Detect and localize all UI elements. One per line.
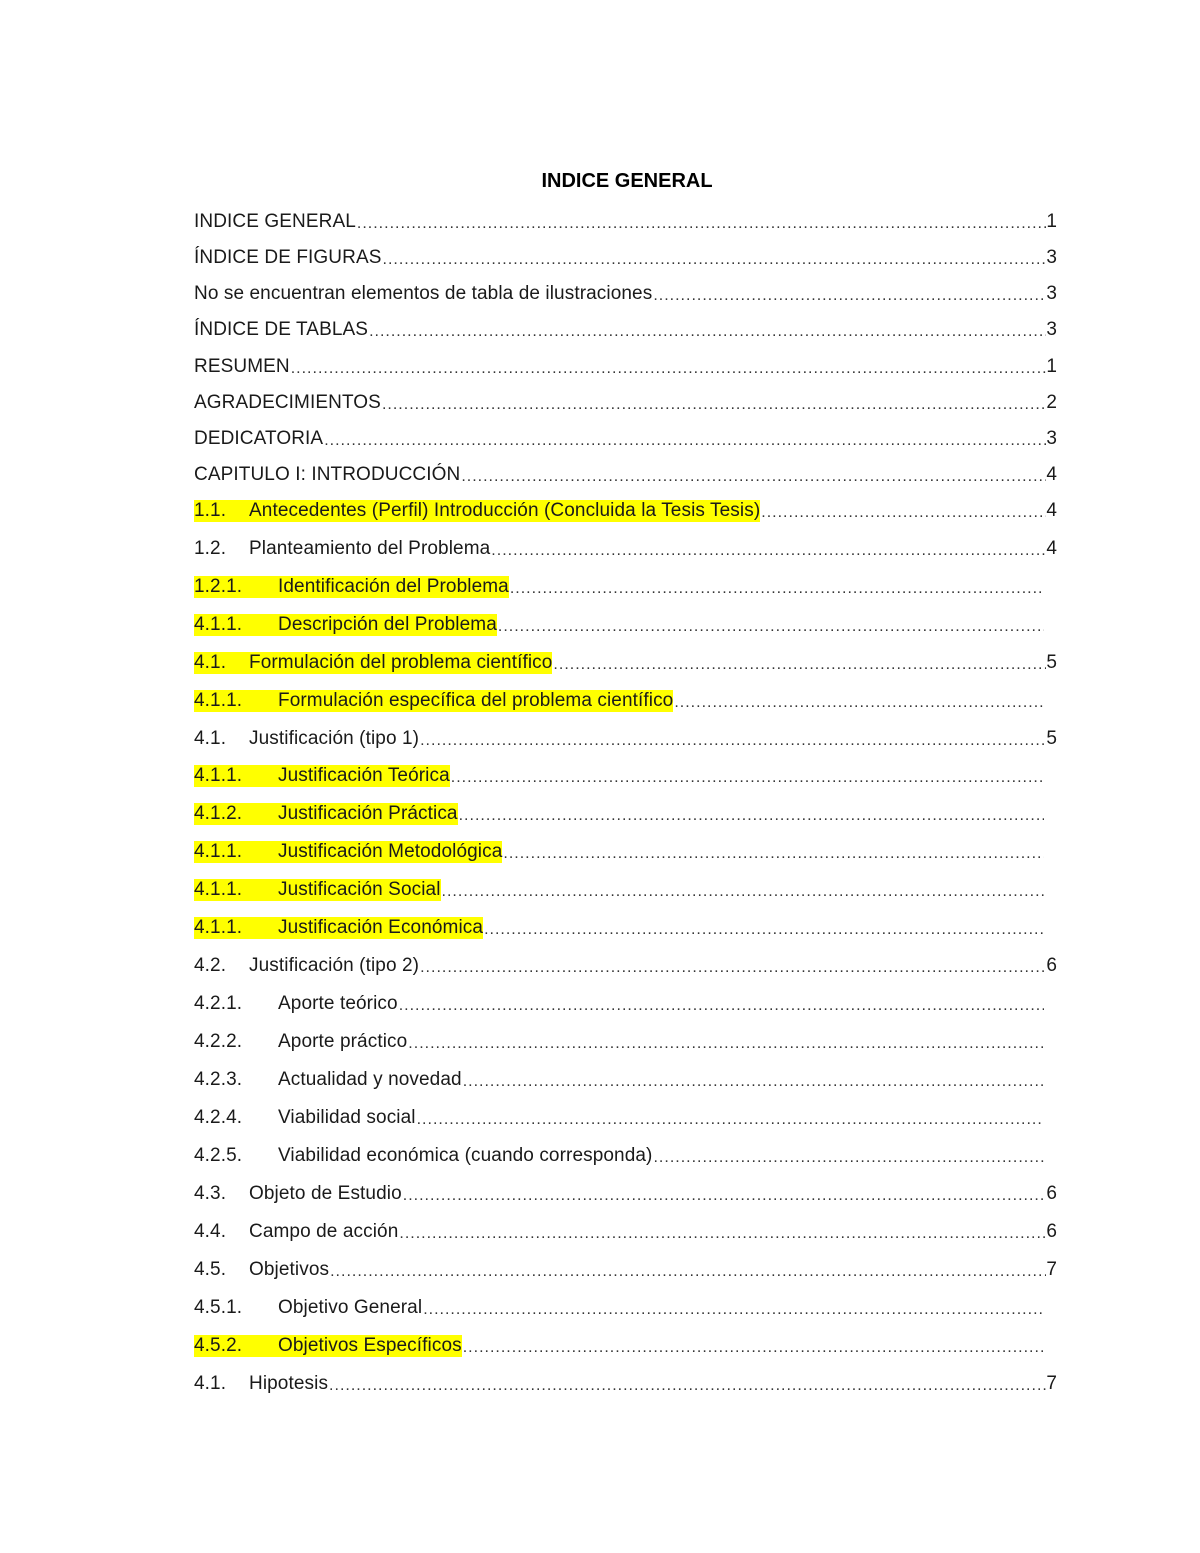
toc-entry-number: 1.1.: [194, 500, 227, 521]
toc-entry-title: Justificación Metodológica: [278, 841, 503, 862]
toc-entry-title: Viabilidad social: [278, 1107, 416, 1128]
toc-entry-title: Justificación (tipo 2): [249, 955, 420, 976]
toc-entry[interactable]: [194, 835, 1044, 869]
toc-entry-title: Objetivos Específicos: [278, 1335, 462, 1356]
dot-leader: [417, 1107, 1044, 1129]
toc-entry-title: INDICE GENERAL: [194, 211, 356, 232]
toc-entry-page-number: 3: [1046, 319, 1057, 340]
toc-entry-page-number: 1: [1046, 356, 1057, 377]
dot-leader: [459, 803, 1044, 825]
toc-entry-page-number: 3: [1046, 247, 1057, 268]
toc-entry[interactable]: [194, 987, 1044, 1021]
toc-entry-number: 4.1.1.: [194, 879, 243, 900]
toc-entry-number: 4.5.1.: [194, 1297, 243, 1318]
toc-entry-title: ÍNDICE DE FIGURAS: [194, 247, 382, 268]
toc-entry[interactable]: [194, 797, 1044, 831]
toc-entry-page-number: 1: [1046, 211, 1057, 232]
toc-entry-title: Objetivos: [249, 1259, 330, 1280]
toc-entry-page-number: 5: [1046, 728, 1057, 749]
toc-entry[interactable]: [194, 646, 1057, 680]
toc-entry-title: No se encuentran elementos de tabla de ilustraciones: [194, 283, 653, 304]
dot-leader: [324, 428, 1046, 450]
toc-entry-number: 4.2.2.: [194, 1031, 243, 1052]
dot-leader: [382, 392, 1046, 414]
dot-leader: [420, 728, 1046, 750]
toc-entry-page-number: 4: [1046, 538, 1057, 559]
toc-entry-title: Formulación del problema científico: [249, 652, 553, 673]
toc-entry-number: 4.1.2.: [194, 803, 243, 824]
toc-entry-title: Formulación específica del problema científico: [278, 690, 674, 711]
toc-entry-title: Objeto de Estudio: [249, 1183, 402, 1204]
dot-leader: [498, 614, 1044, 636]
toc-entry-title: Actualidad y novedad: [278, 1069, 462, 1090]
toc-entry[interactable]: [194, 949, 1057, 983]
toc-entry-number: 4.1.: [194, 652, 227, 673]
dot-leader: [463, 1335, 1044, 1357]
toc-entry-number: 4.1.1.: [194, 614, 243, 635]
toc-entry-title: Campo de acción: [249, 1221, 399, 1242]
toc-entry[interactable]: [194, 684, 1044, 718]
toc-entry[interactable]: [194, 1025, 1044, 1059]
toc-entry[interactable]: [194, 422, 1057, 456]
dot-leader: [451, 765, 1044, 787]
toc-entry-title: AGRADECIMIENTOS: [194, 392, 381, 413]
toc-entry-title: Aporte práctico: [278, 1031, 408, 1052]
toc-entry-title: Hipotesis: [249, 1373, 329, 1394]
toc-entry-number: 4.2.4.: [194, 1107, 243, 1128]
toc-entry-page-number: 4: [1046, 464, 1057, 485]
toc-entry-number: 4.3.: [194, 1183, 227, 1204]
dot-leader: [399, 993, 1044, 1015]
toc-entry-title: Justificación Social: [278, 879, 441, 900]
toc-entry-title: DEDICATORIA: [194, 428, 324, 449]
dot-leader: [461, 464, 1046, 486]
dot-leader: [399, 1221, 1046, 1243]
dot-leader: [330, 1259, 1046, 1281]
dot-leader: [403, 1183, 1047, 1205]
page-title: INDICE GENERAL: [541, 170, 713, 192]
toc-entry-page-number: 2: [1046, 392, 1057, 413]
toc-entry-page-number: 7: [1046, 1259, 1057, 1280]
toc-entry-page-number: 7: [1046, 1373, 1057, 1394]
toc-entry[interactable]: [194, 458, 1057, 492]
toc-entry-number: 4.1.: [194, 728, 227, 749]
toc-entry[interactable]: [194, 1329, 1044, 1363]
dot-leader: [674, 690, 1044, 712]
toc-entry[interactable]: [194, 1177, 1057, 1211]
dot-leader: [484, 917, 1044, 939]
toc-entry-title: RESUMEN: [194, 356, 290, 377]
toc-entry-title: ÍNDICE DE TABLAS: [194, 319, 369, 340]
toc-entry-number: 4.1.1.: [194, 917, 243, 938]
dot-leader: [369, 319, 1046, 341]
toc-entry-page-number: 3: [1046, 428, 1057, 449]
toc-entry-number: 4.4.: [194, 1221, 227, 1242]
toc-entry[interactable]: [194, 277, 1057, 311]
dot-leader: [423, 1297, 1044, 1319]
toc-entry-number: 1.2.: [194, 538, 227, 559]
toc-entry-number: 4.1.: [194, 1373, 227, 1394]
toc-entry-title: Justificación Práctica: [278, 803, 458, 824]
dot-leader: [291, 356, 1047, 378]
dot-leader: [383, 247, 1047, 269]
dot-leader: [357, 211, 1046, 233]
dot-leader: [761, 500, 1046, 522]
toc-entry[interactable]: [194, 1367, 1057, 1401]
toc-entry[interactable]: [194, 911, 1044, 945]
toc-entry-title: CAPITULO I: INTRODUCCIÓN: [194, 464, 461, 485]
dot-leader: [463, 1069, 1044, 1091]
toc-entry[interactable]: [194, 873, 1044, 907]
toc-entry[interactable]: [194, 759, 1044, 793]
toc-entry[interactable]: [194, 205, 1057, 239]
toc-entry[interactable]: [194, 1063, 1044, 1097]
toc-entry-number: 4.1.1.: [194, 841, 243, 862]
dot-leader: [420, 955, 1046, 977]
toc-entry-page-number: 5: [1046, 652, 1057, 673]
toc-entry-page-number: 6: [1046, 955, 1057, 976]
toc-entry[interactable]: [194, 532, 1057, 566]
toc-entry[interactable]: [194, 608, 1044, 642]
dot-leader: [653, 1145, 1044, 1167]
toc-entry[interactable]: [194, 1139, 1044, 1173]
toc-entry[interactable]: [194, 494, 1057, 528]
dot-leader: [503, 841, 1044, 863]
toc-entry-number: 4.1.1.: [194, 690, 243, 711]
toc-entry-page-number: 6: [1046, 1221, 1057, 1242]
toc-entry-title: Objetivo General: [278, 1297, 423, 1318]
dot-leader: [408, 1031, 1044, 1053]
toc-entry-page-number: 4: [1046, 500, 1057, 521]
toc-entry-title: Planteamiento del Problema: [249, 538, 491, 559]
toc-entry-number: 4.2.3.: [194, 1069, 243, 1090]
dot-leader: [653, 283, 1046, 305]
dot-leader: [329, 1373, 1046, 1395]
toc-entry-title: Viabilidad económica (cuando corresponda): [278, 1145, 653, 1166]
toc-entry-number: 4.5.: [194, 1259, 227, 1280]
dot-leader: [553, 652, 1046, 674]
toc-entry[interactable]: [194, 1215, 1057, 1249]
toc-entry-number: 4.1.1.: [194, 765, 243, 786]
toc-entry[interactable]: [194, 386, 1057, 420]
toc-entry-number: 1.2.1.: [194, 576, 243, 597]
toc-entry-page-number: 3: [1046, 283, 1057, 304]
toc-entry-title: Descripción del Problema: [278, 614, 497, 635]
toc-entry[interactable]: [194, 1291, 1044, 1325]
toc-entry[interactable]: [194, 1253, 1057, 1287]
toc-entry-title: Aporte teórico: [278, 993, 398, 1014]
toc-entry-number: 4.2.5.: [194, 1145, 243, 1166]
toc-entry-number: 4.2.: [194, 955, 227, 976]
toc-entry-title: Identificación del Problema: [278, 576, 509, 597]
toc-entry[interactable]: [194, 350, 1057, 384]
toc-entry[interactable]: [194, 570, 1044, 604]
toc-entry-title: Justificación Teórica: [278, 765, 450, 786]
toc-entry[interactable]: [194, 313, 1057, 347]
dot-leader: [442, 879, 1044, 901]
toc-entry-page-number: 6: [1046, 1183, 1057, 1204]
dot-leader: [491, 538, 1046, 560]
toc-entry-title: Justificación (tipo 1): [249, 728, 420, 749]
toc-entry[interactable]: [194, 722, 1057, 756]
dot-leader: [510, 576, 1044, 598]
toc-entry[interactable]: [194, 1101, 1044, 1135]
toc-entry-number: 4.5.2.: [194, 1335, 243, 1356]
toc-entry[interactable]: [194, 241, 1057, 275]
toc-entry-title: Justificación Económica: [278, 917, 484, 938]
toc-entry-number: 4.2.1.: [194, 993, 243, 1014]
toc-entry-title: Antecedentes (Perfil) Introducción (Concluida la Tesis Tesis): [249, 500, 761, 521]
